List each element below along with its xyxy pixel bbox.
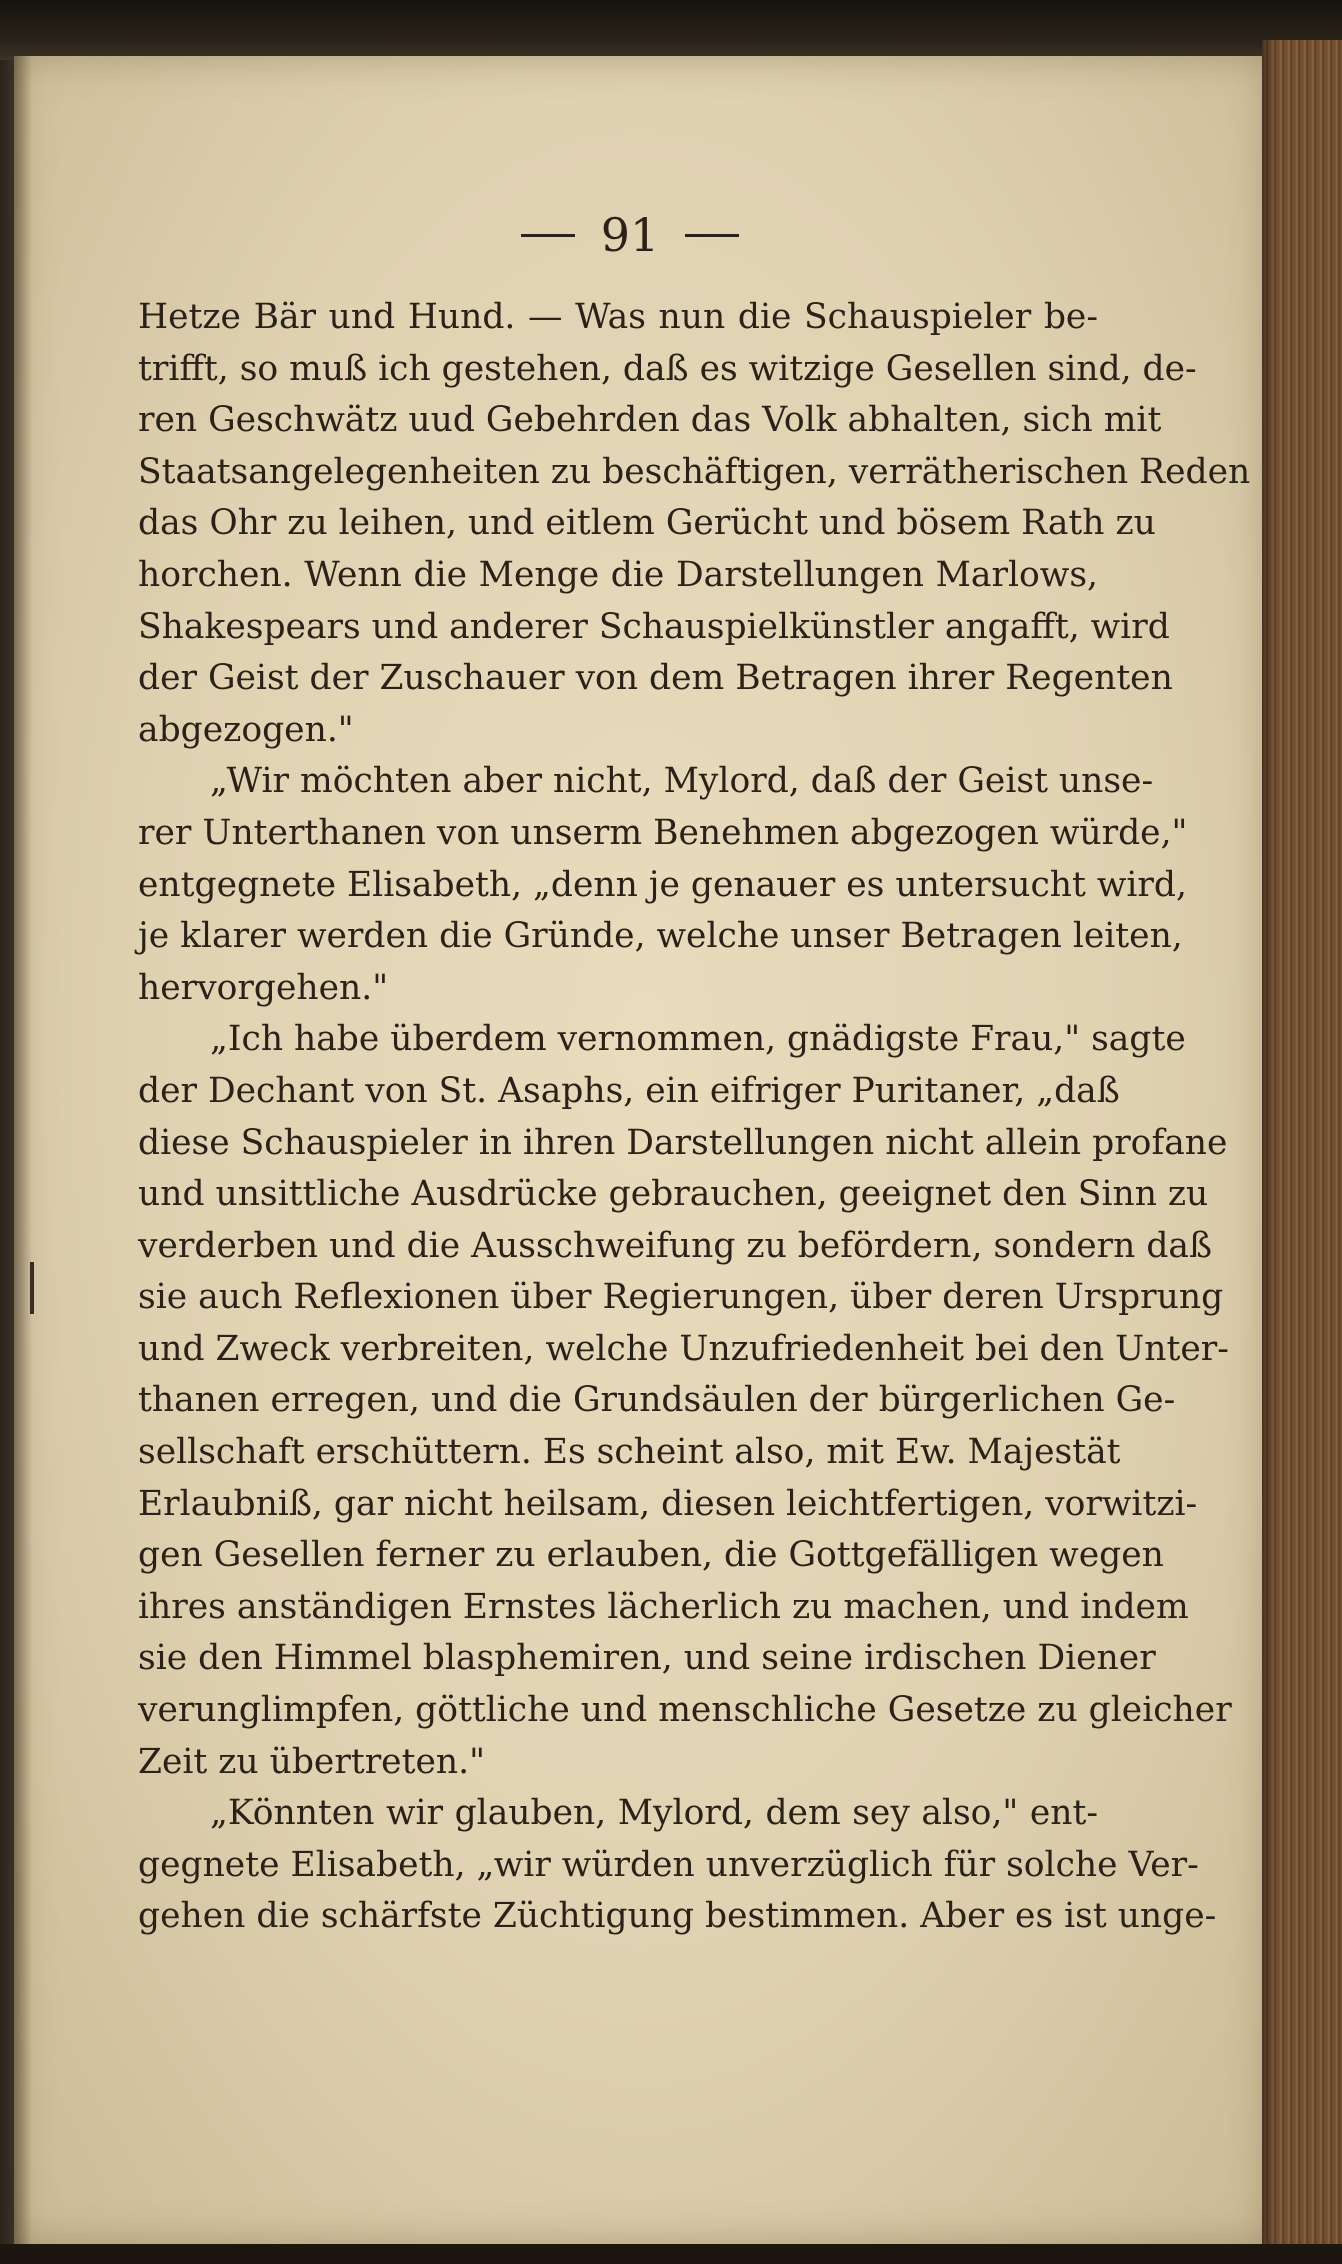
page-gutter-shadow [14, 56, 32, 2244]
text-line: sie den Himmel blasphemiren, und seine irdischen Diener [138, 1638, 1156, 1679]
text-line: diese Schauspieler in ihren Darstellungen nicht allein profane [138, 1122, 1228, 1163]
text-line: abgezogen." [138, 709, 354, 750]
text-line: ren Geschwätz uud Gebehrden das Volk abhalten, sich mit [138, 400, 1162, 441]
page-number: 91 [600, 208, 660, 262]
text-line: sellschaft erschüttern. Es scheint also, mit Ew. Majestät [138, 1432, 1121, 1473]
text-line: Staatsangelegenheiten zu beschäftigen, verrätherischen Reden [138, 451, 1251, 492]
page-header [480, 205, 780, 265]
text-line: horchen. Wenn die Menge die Darstellungen Marlows, [138, 554, 1098, 595]
text-line: der Dechant von St. Asaphs, ein eifriger Puritaner, „daß [138, 1070, 1120, 1111]
text-line: Hetze Bär und Hund. — Was nun die Schauspieler be- [138, 297, 1098, 337]
book-top-edge [0, 0, 1342, 60]
text-line: gen Gesellen ferner zu erlauben, die Gottgefälligen wegen [138, 1535, 1164, 1576]
text-line: Shakespears und anderer Schauspielkünstler angafft, wird [138, 606, 1170, 647]
text-line: „Könnten wir glauben, Mylord, dem sey also," ent- [210, 1793, 1098, 1834]
margin-mark [30, 1262, 34, 1314]
text-line: rer Unterthanen von unserm Benehmen abgezogen würde," [138, 812, 1188, 853]
text-line: gegnete Elisabeth, „wir würden unverzüglich für solche Ver- [138, 1844, 1199, 1885]
text-line: Zeit zu übertreten." [138, 1741, 485, 1782]
text-line: „Wir möchten aber nicht, Mylord, daß der Geist unse- [210, 761, 1154, 802]
text-line: der Geist der Zuschauer von dem Betragen ihrer Regenten [138, 658, 1173, 699]
book-bottom-edge [0, 2244, 1342, 2264]
text-line: hervorgehen." [138, 967, 389, 1008]
text-line: entgegnete Elisabeth, „denn je genauer es untersucht wird, [138, 864, 1187, 905]
text-line: verderben und die Ausschweifung zu befördern, sondern daß [138, 1225, 1213, 1266]
text-line: verunglimpfen, göttliche und menschliche Gesetze zu gleicher [138, 1690, 1232, 1731]
text-line: je klarer werden die Gründe, welche unser Betragen leiten, [138, 916, 1183, 957]
text-line: „Ich habe überdem vernommen, gnädigste Frau," sagte [210, 1019, 1186, 1060]
book-fore-edge [1262, 40, 1342, 2264]
text-line: ihres anständigen Ernstes lächerlich zu machen, und indem [138, 1586, 1189, 1627]
text-line: sie auch Reflexionen über Regierungen, über deren Ursprung [138, 1277, 1224, 1318]
text-line: und unsittliche Ausdrücke gebrauchen, geeignet den Sinn zu [138, 1174, 1209, 1215]
header-dash-right [685, 234, 739, 237]
text-line: thanen erregen, und die Grundsäulen der bürgerlichen Ge- [138, 1380, 1176, 1421]
text-line: und Zweck verbreiten, welche Unzufriedenheit bei den Unter- [138, 1328, 1229, 1369]
text-line: das Ohr zu leihen, und eitlem Gerücht und bösem Rath zu [138, 503, 1156, 544]
text-line: gehen die schärfste Züchtigung bestimmen. Aber es ist unge- [138, 1896, 1217, 1937]
header-dash-left [521, 234, 575, 237]
text-line: Erlaubniß, gar nicht heilsam, diesen leichtfertigen, vorwitzi- [138, 1483, 1198, 1524]
page-body-text [138, 292, 1251, 1943]
text-line: trifft, so muß ich gestehen, daß es witzige Gesellen sind, de- [138, 348, 1197, 389]
